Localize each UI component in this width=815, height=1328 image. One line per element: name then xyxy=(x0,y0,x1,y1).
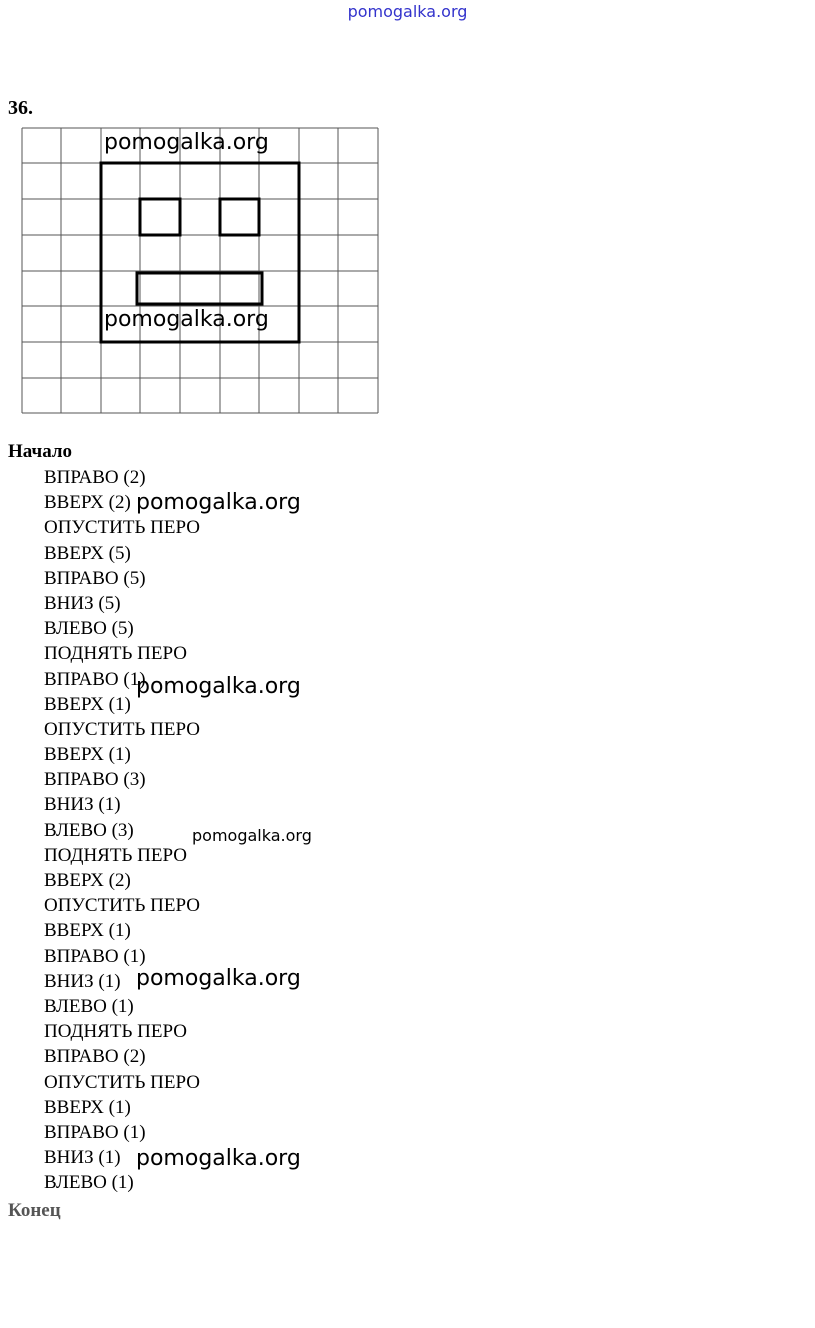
command-line: ВЛЕВО (1) xyxy=(44,1172,134,1194)
command-line: ВПРАВО (1) xyxy=(44,1121,146,1143)
left-eye xyxy=(140,199,180,235)
watermark: pomogalka.org xyxy=(104,130,269,155)
watermark: pomogalka.org xyxy=(136,966,301,991)
task-number: 36. xyxy=(8,97,33,119)
grid-figure xyxy=(0,0,815,430)
command-line: ВНИЗ (1) xyxy=(44,794,121,816)
command-line: ВПРАВО (1) xyxy=(44,668,146,690)
watermark: pomogalka.org xyxy=(104,307,269,332)
command-line: ВПРАВО (1) xyxy=(44,945,146,967)
command-line: ОПУСТИТЬ ПЕРО xyxy=(44,718,201,740)
command-line: ОПУСТИТЬ ПЕРО xyxy=(44,895,201,917)
command-line: ПОДНЯТЬ ПЕРО xyxy=(44,643,187,665)
watermark: pomogalka.org xyxy=(136,674,301,699)
command-line: ВЛЕВО (5) xyxy=(44,618,134,640)
watermark: pomogalka.org xyxy=(136,1146,301,1171)
command-line: ВВЕРХ (1) xyxy=(44,920,131,942)
command-line: ВНИЗ (1) xyxy=(44,1147,121,1169)
command-line: ВНИЗ (5) xyxy=(44,592,121,614)
program-start-label: Начало xyxy=(8,441,73,462)
mouth xyxy=(137,273,262,304)
command-line: ВПРАВО (5) xyxy=(44,567,146,589)
site-header: pomogalka.org xyxy=(347,2,468,21)
grid-lines xyxy=(22,128,378,413)
command-line: ВВЕРХ (2) xyxy=(44,492,131,514)
command-line: ВВЕРХ (5) xyxy=(44,542,131,564)
command-line: ВВЕРХ (1) xyxy=(44,744,131,766)
command-line: ВПРАВО (2) xyxy=(44,1046,146,1068)
command-line: ВЛЕВО (1) xyxy=(44,995,134,1017)
watermark: pomogalka.org xyxy=(192,826,312,845)
command-list xyxy=(44,465,200,1195)
command-line: ПОДНЯТЬ ПЕРО xyxy=(44,844,187,866)
command-line: ВВЕРХ (2) xyxy=(44,870,131,891)
command-line: ОПУСТИТЬ ПЕРО xyxy=(44,1071,201,1093)
command-line: ВПРАВО (2) xyxy=(44,467,146,488)
right-eye xyxy=(220,199,259,235)
command-line: ВВЕРХ (1) xyxy=(44,693,131,715)
command-line: ВНИЗ (1) xyxy=(44,970,121,992)
watermark: pomogalka.org xyxy=(136,490,301,515)
command-line: ПОДНЯТЬ ПЕРО xyxy=(44,1021,187,1043)
command-line: ОПУСТИТЬ ПЕРО xyxy=(44,517,201,539)
command-line: ВВЕРХ (1) xyxy=(44,1096,131,1118)
program-end-label: Конец xyxy=(8,1200,61,1221)
command-line: ВЛЕВО (3) xyxy=(44,819,134,841)
command-line: ВПРАВО (3) xyxy=(44,769,146,791)
